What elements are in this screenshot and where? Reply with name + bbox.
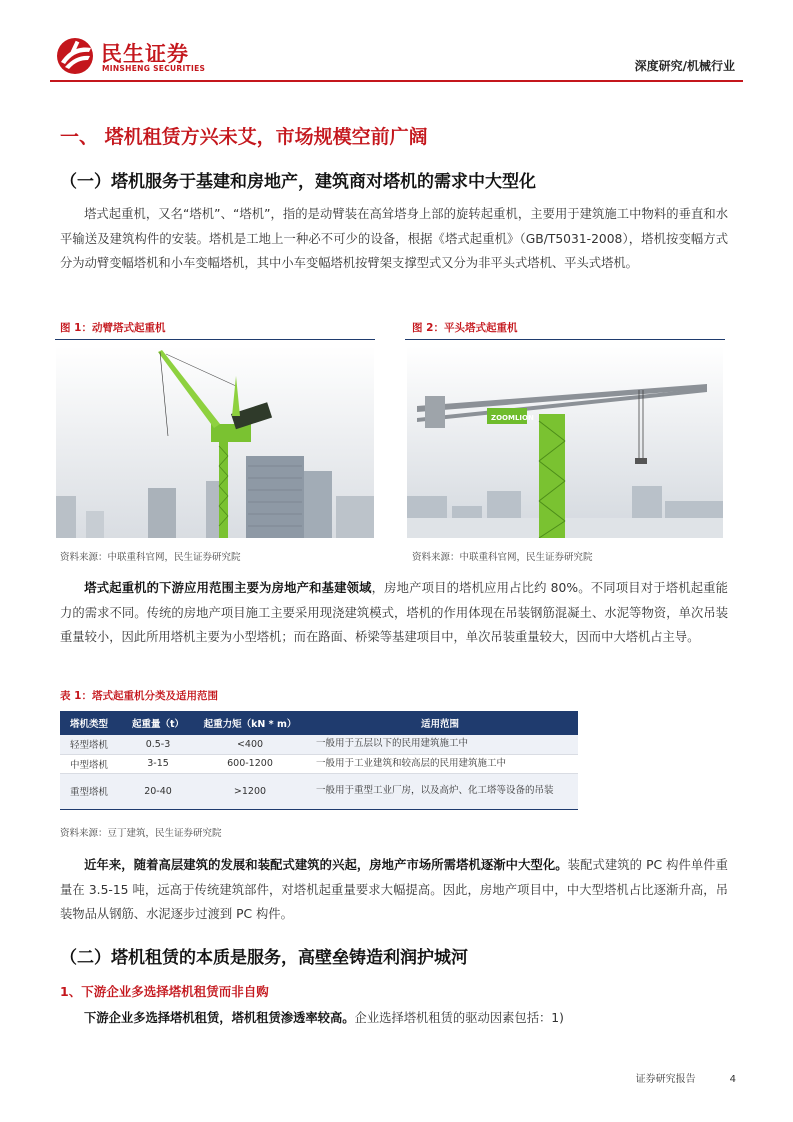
table-header-cell: 起重力矩（kN * m） bbox=[198, 711, 302, 735]
paragraph-large-crane-trend bbox=[60, 853, 728, 927]
section-1-title: 一、 塔机租赁方兴未艾，市场规模空前广阔 bbox=[60, 126, 428, 148]
paragraph-downstream-application bbox=[60, 576, 728, 650]
table-cell: >1200 bbox=[198, 773, 302, 809]
table-1-caption: 表 1：塔式起重机分类及适用范围 bbox=[60, 690, 218, 702]
paragraph-text: 塔式起重机，又名“塔机”、“塔机”，指的是动臂装在高耸塔身上部的旋转起重机，主要用于建筑施工中物料的垂直和水平输送及建筑构件的安装。塔机是工地上一种必不可少的设备，根据《塔式起重机》（GB/T5031-2008），塔机按变幅方式分为动臂变幅塔机和小车变幅塔机，其中小车变幅塔机按臂架支撑型式又分为非平头式塔机、平头式塔机。 bbox=[60, 207, 728, 270]
paragraph-text: 企业选择塔机租赁的驱动因素包括：1) bbox=[354, 1011, 564, 1025]
table-cell: 中型塔机 bbox=[60, 754, 118, 773]
figure-1-source: 资料来源：中联重科官网，民生证券研究院 bbox=[60, 552, 241, 563]
page-header bbox=[50, 34, 743, 78]
page-footer bbox=[636, 1070, 736, 1085]
minsheng-logo bbox=[55, 36, 235, 76]
table-row bbox=[60, 735, 578, 754]
table-cell: 0.5-3 bbox=[118, 735, 198, 754]
table-cell: 一般用于五层以下的民用建筑施工中 bbox=[302, 735, 578, 754]
table-row bbox=[60, 773, 578, 809]
figure-2-source: 资料来源：中联重科官网，民生证券研究院 bbox=[412, 552, 593, 563]
footer-label: 证券研究报告 bbox=[635, 1074, 696, 1085]
paragraph-bold-lead: 近年来，随着高层建筑的发展和装配式建筑的兴起，房地产市场所需塔机逐渐中大型化。 bbox=[84, 858, 568, 872]
figure-2-rule bbox=[405, 339, 725, 340]
subsection-1-title: （一）塔机服务于基建和房地产，建筑商对塔机的需求中大型化 bbox=[60, 172, 536, 192]
minsheng-logo-icon bbox=[55, 36, 95, 76]
paragraph-bold-lead: 下游企业多选择塔机租赁，塔机租赁渗透率较高。 bbox=[84, 1011, 355, 1025]
paragraph-text: ，房地产项目的塔机应用占比约 80%。不同项目对于塔机起重能力的需求不同。传统的房地产项目施工主要采用现浇建筑模式，塔机的作用体现在吊装钢筋混凝土、水泥等物资，单次吊装重量较小，因此所用塔机主要为小型塔机；而在路面、桥梁等基建项目中，单次吊装重量较大，因而中大塔机占主导。 bbox=[60, 581, 728, 644]
table-row bbox=[60, 754, 578, 773]
zoomlion-brand: ZOOMLION bbox=[491, 414, 534, 422]
flat-top-crane-image bbox=[407, 346, 723, 538]
luffing-jib-crane-image bbox=[56, 346, 374, 538]
table-cell: 重型塔机 bbox=[60, 773, 118, 809]
paragraph-text: 装配式建筑的 PC 构件单件重量在 3.5-15 吨，远高于传统建筑部件，对塔机起重量要求大幅提高。因此，房地产项目中，中大型塔机占比逐渐升高，吊装物品从钢筋、水泥逐步过渡到 PC 构件。 bbox=[60, 858, 728, 921]
paragraph-tower-crane-intro bbox=[60, 202, 728, 276]
report-category: 深度研究/机械行业 bbox=[634, 59, 735, 73]
table-cell: 600-1200 bbox=[198, 754, 302, 773]
table-cell: <400 bbox=[198, 735, 302, 754]
table-header-cell: 塔机类型 bbox=[60, 711, 118, 735]
figure-2-caption: 图 2：平头塔式起重机 bbox=[412, 322, 518, 334]
figure-1-caption: 图 1：动臂塔式起重机 bbox=[60, 322, 166, 334]
logo-text-en: MINSHENG SECURITIES bbox=[102, 64, 206, 73]
table-header-cell: 适用范围 bbox=[302, 711, 578, 735]
paragraph-bold-lead: 塔式起重机的下游应用范围主要为房地产和基建领域 bbox=[84, 581, 372, 595]
logo-text-cn: 民生证券 bbox=[101, 42, 189, 66]
table-header-row bbox=[60, 711, 578, 735]
subsection-2-title: （二）塔机租赁的本质是服务，高壁垒铸造利润护城河 bbox=[60, 948, 468, 968]
table-cell: 20-40 bbox=[118, 773, 198, 809]
header-divider bbox=[50, 80, 743, 82]
table-cell: 一般用于工业建筑和较高层的民用建筑施工中 bbox=[302, 754, 578, 773]
table-cell: 轻型塔机 bbox=[60, 735, 118, 754]
table-cell: 一般用于重型工业厂房，以及高炉、化工塔等设备的吊装 bbox=[302, 773, 578, 809]
crane-classification-table bbox=[60, 711, 578, 810]
table-1-source: 资料来源：豆丁建筑，民生证券研究院 bbox=[60, 828, 222, 839]
table-header-cell: 起重量（t） bbox=[118, 711, 198, 735]
paragraph-rental-preference bbox=[60, 1006, 728, 1031]
subsection-2-1-heading: 1、下游企业多选择塔机租赁而非自购 bbox=[60, 984, 269, 999]
figure-1-rule bbox=[55, 339, 375, 340]
table-cell: 3-15 bbox=[118, 754, 198, 773]
page-number: 4 bbox=[729, 1074, 736, 1085]
